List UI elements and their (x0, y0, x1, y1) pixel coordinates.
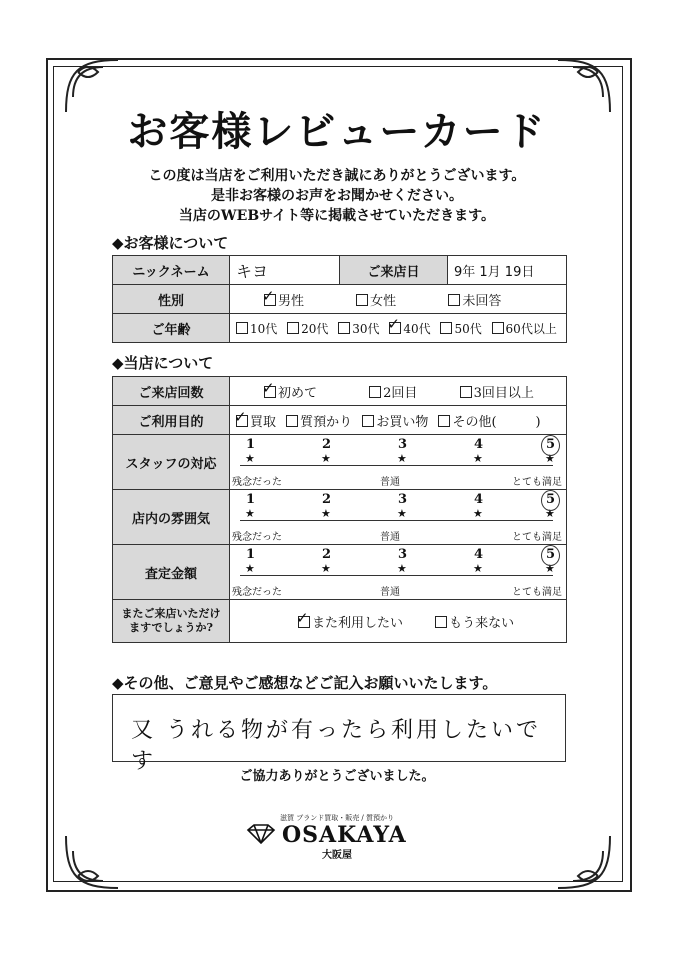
visits-options (230, 377, 567, 406)
gender-option-male[interactable]: ✓ 男性 (264, 290, 304, 309)
again-label: またご来店いただけ ますでしょうか? (113, 600, 230, 643)
scale-number: 5 (546, 437, 556, 452)
scale-number: 4 (474, 547, 484, 562)
age-option-10[interactable]: 10代 (236, 320, 277, 337)
scale-number: 3 (398, 547, 408, 562)
checkbox-icon (287, 322, 299, 334)
scale-line (240, 520, 553, 521)
visits-option-third[interactable]: 3回目以上 (460, 382, 534, 401)
scale-number: 2 (322, 437, 332, 452)
checkbox-icon (264, 386, 276, 398)
purpose-options (230, 406, 567, 435)
checkbox-icon (369, 386, 381, 398)
intro-line: 是非お客様のお声をお聞かせください。 (211, 188, 463, 204)
checkbox-icon (338, 322, 350, 334)
visits-option-first[interactable]: ✓ 初めて (264, 382, 317, 401)
rating-label-staff: スタッフの対応 (113, 435, 230, 490)
logo-tagline: 滋賀 ブランド買取・販売 / 質預かり (279, 814, 395, 822)
scale-caption: 残念だった (232, 532, 282, 543)
star-icon[interactable]: ★ (245, 452, 255, 465)
checkbox-icon (264, 294, 276, 306)
scale-number: 4 (474, 437, 484, 452)
scale-caption: 普通 (380, 532, 400, 543)
scale-caption: とても満足 (512, 532, 562, 543)
rating-scale-price[interactable] (230, 545, 567, 600)
scale-caption: とても満足 (512, 587, 562, 598)
scale-number: 2 (322, 547, 332, 562)
scale-caption: 普通 (380, 587, 400, 598)
scale-number: 1 (246, 547, 256, 562)
checkbox-icon (356, 294, 368, 306)
corner-ornament-icon (548, 826, 618, 896)
age-option-50[interactable]: 50代 (440, 320, 481, 337)
corner-ornament-icon (58, 826, 128, 896)
scale-caption: 普通 (380, 477, 400, 488)
star-icon[interactable]: ★ (397, 452, 407, 465)
intro-line: この度は当店をご利用いただき誠にありがとうございます。 (148, 168, 526, 184)
star-icon[interactable]: ★ (321, 452, 331, 465)
scale-number: 5 (546, 492, 556, 507)
store-table (112, 376, 567, 643)
scale-number: 3 (398, 492, 408, 507)
scale-number: 1 (246, 437, 256, 452)
purpose-option-other[interactable]: その他( ) (438, 411, 540, 430)
gender-options (230, 285, 567, 314)
section-heading: ◆当店について (112, 354, 214, 372)
star-icon[interactable]: ★ (545, 562, 555, 575)
scale-caption: 残念だった (232, 587, 282, 598)
rating-scale-atmosphere[interactable] (230, 490, 567, 545)
logo-name: OSAKAYA (282, 822, 407, 848)
again-option-yes[interactable]: ✓ また利用したい (298, 612, 403, 631)
scale-line (240, 465, 553, 466)
star-icon[interactable]: ★ (245, 507, 255, 520)
checkbox-icon (492, 322, 504, 334)
checkbox-icon (286, 415, 298, 427)
age-label: ご年齢 (113, 314, 230, 343)
again-option-no[interactable]: もう来ない (435, 612, 514, 631)
customer-table (112, 255, 567, 343)
scale-caption: 残念だった (232, 477, 282, 488)
star-icon[interactable]: ★ (321, 562, 331, 575)
star-icon[interactable]: ★ (473, 452, 483, 465)
selected-circle-icon (541, 490, 560, 511)
scale-caption: とても満足 (512, 477, 562, 488)
nickname-field[interactable]: キヨ (230, 256, 340, 285)
diamond-logo-icon (246, 824, 276, 844)
checkbox-icon (438, 415, 450, 427)
purpose-option-buy[interactable]: ✓ 買取 (236, 411, 276, 430)
scale-number: 2 (322, 492, 332, 507)
nickname-label: ニックネーム (113, 256, 230, 285)
checkbox-icon (298, 616, 310, 628)
checkbox-icon (236, 322, 248, 334)
checkbox-icon (389, 322, 401, 334)
age-option-60[interactable]: 60代以上 (492, 320, 557, 337)
visits-option-second[interactable]: 2回目 (369, 382, 417, 401)
checkbox-icon (435, 616, 447, 628)
gender-option-none[interactable]: 未回答 (448, 290, 501, 309)
rating-scale-staff[interactable] (230, 435, 567, 490)
checkbox-icon (236, 415, 248, 427)
age-option-20[interactable]: 20代 (287, 320, 328, 337)
selected-circle-icon (541, 545, 560, 566)
checkbox-icon (448, 294, 460, 306)
purpose-label: ご利用目的 (113, 406, 230, 435)
checkbox-icon (460, 386, 472, 398)
checkbox-icon (362, 415, 374, 427)
star-icon[interactable]: ★ (397, 562, 407, 575)
scale-line (240, 575, 553, 576)
page-title: お客様レビューカード (127, 108, 547, 155)
rating-label-price: 査定金額 (113, 545, 230, 600)
scale-number: 3 (398, 437, 408, 452)
star-icon[interactable]: ★ (545, 452, 555, 465)
purpose-option-pawn[interactable]: 質預かり (286, 411, 352, 430)
scale-number: 5 (546, 547, 556, 562)
again-options (230, 600, 567, 643)
section-heading: ◆その他、ご意見やご感想などご記入お願いいたします。 (112, 674, 498, 692)
star-icon[interactable]: ★ (397, 507, 407, 520)
star-icon[interactable]: ★ (321, 507, 331, 520)
age-option-30[interactable]: 30代 (338, 320, 379, 337)
logo-sub: 大阪屋 (322, 850, 352, 861)
gender-label: 性別 (113, 285, 230, 314)
age-options (230, 314, 567, 343)
rating-label-atmosphere: 店内の雰囲気 (113, 490, 230, 545)
scale-number: 4 (474, 492, 484, 507)
scale-number: 1 (246, 492, 256, 507)
visit-date-label: ご来店日 (340, 256, 448, 285)
thanks-text: ご協力ありがとうございました。 (239, 769, 435, 784)
comment-text: 又 うれる物が有ったら利用したいです (131, 718, 541, 774)
comment-box[interactable] (112, 694, 566, 774)
star-icon[interactable]: ★ (545, 507, 555, 520)
star-icon[interactable]: ★ (473, 562, 483, 575)
purpose-option-shopping[interactable]: お買い物 (362, 411, 428, 430)
star-icon[interactable]: ★ (245, 562, 255, 575)
star-icon[interactable]: ★ (473, 507, 483, 520)
checkbox-icon (440, 322, 452, 334)
visit-date-field[interactable]: 9年 1月 19日 (448, 256, 567, 285)
intro-line: 当店のWEBサイト等に掲載させていただきます。 (178, 208, 496, 224)
age-option-40[interactable]: ✓ 40代 (389, 320, 430, 337)
selected-circle-icon (541, 435, 560, 456)
section-heading: ◆お客様について (112, 234, 229, 252)
visits-label: ご来店回数 (113, 377, 230, 406)
gender-option-female[interactable]: 女性 (356, 290, 396, 309)
